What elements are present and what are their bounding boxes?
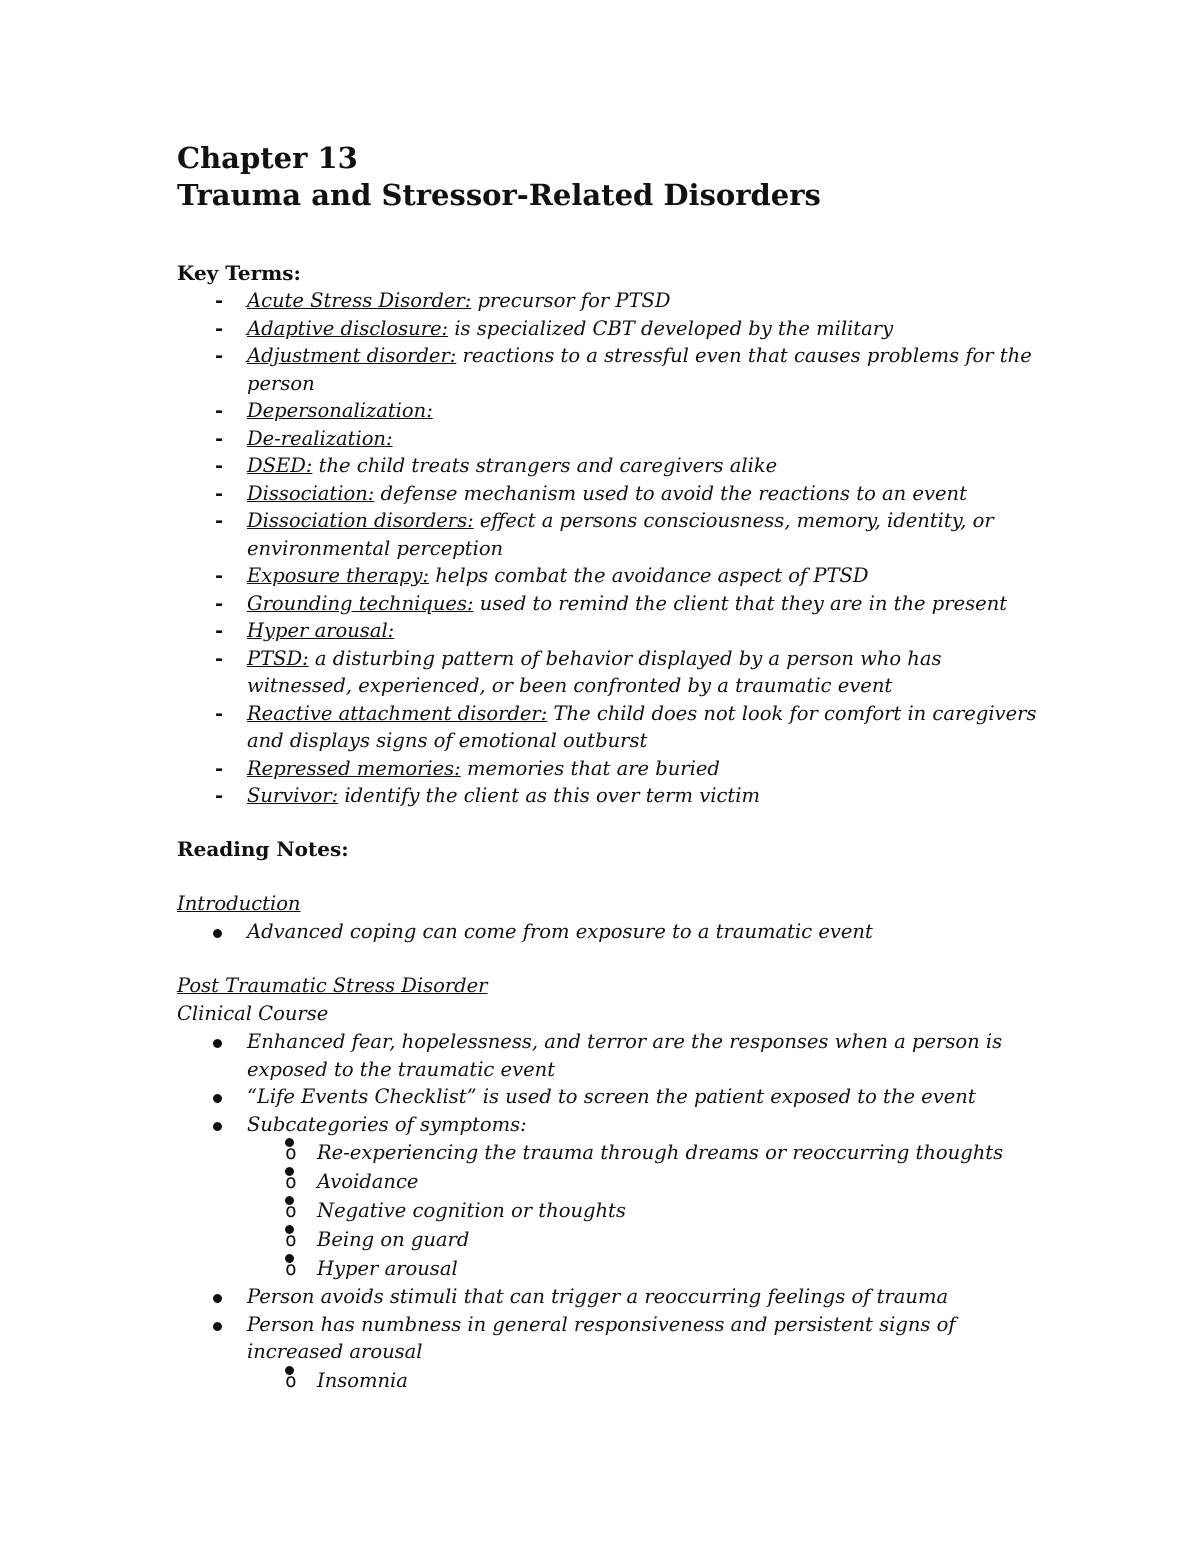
bullet-text: Advanced coping can come from exposure to a traumatic event [247, 919, 873, 943]
dash-marker: - [215, 426, 224, 450]
circle-marker: o [285, 1366, 294, 1375]
sub-item [177, 1225, 1037, 1254]
term-name: Grounding techniques: [247, 591, 474, 615]
term-name: Repressed memories: [247, 756, 461, 780]
key-term-item [177, 590, 1037, 618]
bullet-text: Enhanced fear, hopelessness, and terror are the responses when a person is exposed to the traumatic event [247, 1030, 1003, 1081]
bullet-text: Person has numbness in general responsiveness and persistent signs of increased arousal [247, 1312, 956, 1363]
key-term-item [177, 782, 1037, 810]
key-term-item [177, 645, 1037, 700]
bullet-text: “Life Events Checklist” is used to screen the patient exposed to the event [247, 1085, 976, 1108]
sub-item [177, 1196, 1037, 1225]
term-definition: used to remind the client that they are in the present [473, 591, 1008, 615]
dash-marker: - [215, 756, 224, 780]
sub-item-text: Hyper arousal [317, 1257, 458, 1280]
dash-marker: - [215, 646, 224, 670]
term-definition: is specialized CBT developed by the military [448, 316, 894, 340]
sub-item-text: Re-experiencing the trauma through dreams or reoccurring thoughts [317, 1141, 1004, 1164]
term-definition: precursor for PTSD [471, 289, 671, 312]
ptsd-heading: Post Traumatic Stress Disorder [177, 974, 488, 997]
dash-marker: - [215, 591, 224, 615]
bullet-marker [213, 929, 222, 938]
key-term-item [177, 425, 1037, 453]
bullet-item [177, 918, 1037, 946]
key-term-item [177, 562, 1037, 590]
introduction-heading: Introduction [177, 891, 301, 915]
introduction-list [177, 918, 1037, 946]
key-term-item [177, 287, 1037, 315]
key-term-item [177, 342, 1037, 397]
dash-marker: - [215, 316, 224, 340]
term-name: Exposure therapy: [247, 564, 430, 587]
key-term-item [177, 480, 1037, 508]
key-term-item [177, 617, 1037, 645]
bullet-item [177, 1028, 1037, 1083]
bullet-marker [213, 1294, 222, 1303]
term-name: Hyper arousal: [247, 619, 395, 642]
term-name: Dissociation: [247, 481, 375, 505]
key-term-item [177, 315, 1037, 343]
term-name: De-realization: [247, 426, 393, 450]
term-definition: reactions to a stressful even that causes problems for the person [247, 344, 1032, 395]
document-page [177, 140, 1037, 1395]
sub-item [177, 1138, 1037, 1167]
dash-marker: - [215, 619, 224, 642]
key-term-item [177, 700, 1037, 755]
key-term-item [177, 755, 1037, 783]
term-name: Adjustment disorder: [247, 344, 457, 367]
sub-item-text: Insomnia [317, 1368, 408, 1392]
symptom-subcategory-list [177, 1138, 1037, 1283]
term-name: Reactive attachment disorder: [247, 701, 548, 725]
bullet-marker [213, 1039, 222, 1048]
dash-marker: - [215, 454, 224, 477]
sub-item [177, 1167, 1037, 1196]
term-name: PTSD: [247, 646, 309, 670]
dash-marker: - [215, 289, 224, 312]
term-definition: identify the client as this over term victim [338, 784, 760, 807]
dash-marker: - [215, 399, 224, 422]
chapter-title: Trauma and Stressor-Related Disorders [177, 178, 821, 212]
key-terms-list [177, 287, 1037, 810]
term-definition: The child does not look for comfort in caregivers and displays signs of emotional outburst [247, 701, 1037, 752]
dash-marker: - [215, 784, 224, 807]
arousal-sign-list [177, 1366, 1037, 1395]
bullet-marker [213, 1094, 222, 1103]
bullet-item [177, 1283, 1037, 1311]
term-definition: helps combat the avoidance aspect of PTSD [429, 564, 869, 587]
term-name: Dissociation disorders: [247, 509, 474, 532]
sub-item-text: Negative cognition or thoughts [317, 1199, 626, 1222]
dash-marker: - [215, 509, 224, 532]
chapter-number: Chapter 13 [177, 141, 358, 175]
term-name: DSED: [247, 454, 313, 477]
bullet-marker [213, 1322, 222, 1331]
key-terms-heading: Key Terms: [177, 261, 301, 285]
term-name: Survivor: [247, 784, 339, 807]
clinical-course-heading: Clinical Course [177, 1002, 329, 1025]
key-term-item [177, 397, 1037, 425]
bullet-text: Subcategories of symptoms: [247, 1112, 527, 1136]
ptsd-list [177, 1028, 1037, 1395]
term-definition: memories that are buried [460, 756, 720, 780]
term-name: Depersonalization: [247, 399, 433, 422]
dash-marker: - [215, 344, 224, 367]
term-name: Acute Stress Disorder: [247, 289, 472, 312]
bullet-item [177, 1311, 1037, 1395]
sub-item-text: Avoidance [317, 1170, 419, 1193]
bullet-text: Person avoids stimuli that can trigger a reoccurring feelings of trauma [247, 1285, 949, 1308]
sub-item-text: Being on guard [317, 1228, 470, 1251]
dash-marker: - [215, 564, 224, 587]
term-definition: the child treats strangers and caregivers alike [312, 454, 778, 477]
term-name: Adaptive disclosure: [247, 316, 449, 340]
reading-notes-heading: Reading Notes: [177, 836, 349, 861]
dash-marker: - [215, 701, 224, 725]
circle-marker: o [285, 1196, 294, 1205]
circle-marker: o [285, 1138, 294, 1147]
bullet-item [177, 1111, 1037, 1284]
key-term-item [177, 452, 1037, 480]
circle-marker: o [285, 1225, 294, 1234]
dash-marker: - [215, 481, 224, 505]
term-definition: a disturbing pattern of behavior displayed by a person who has witnessed, experienced, or been confronted by a traumatic event [247, 646, 942, 697]
bullet-item [177, 1083, 1037, 1111]
sub-item [177, 1366, 1037, 1395]
term-definition: defense mechanism used to avoid the reactions to an event [374, 481, 967, 505]
key-term-item [177, 507, 1037, 562]
bullet-marker [213, 1122, 222, 1131]
sub-item [177, 1254, 1037, 1283]
circle-marker: o [285, 1254, 294, 1263]
term-definition: effect a persons consciousness, memory, identity, or environmental perception [247, 509, 994, 560]
circle-marker: o [285, 1167, 294, 1176]
